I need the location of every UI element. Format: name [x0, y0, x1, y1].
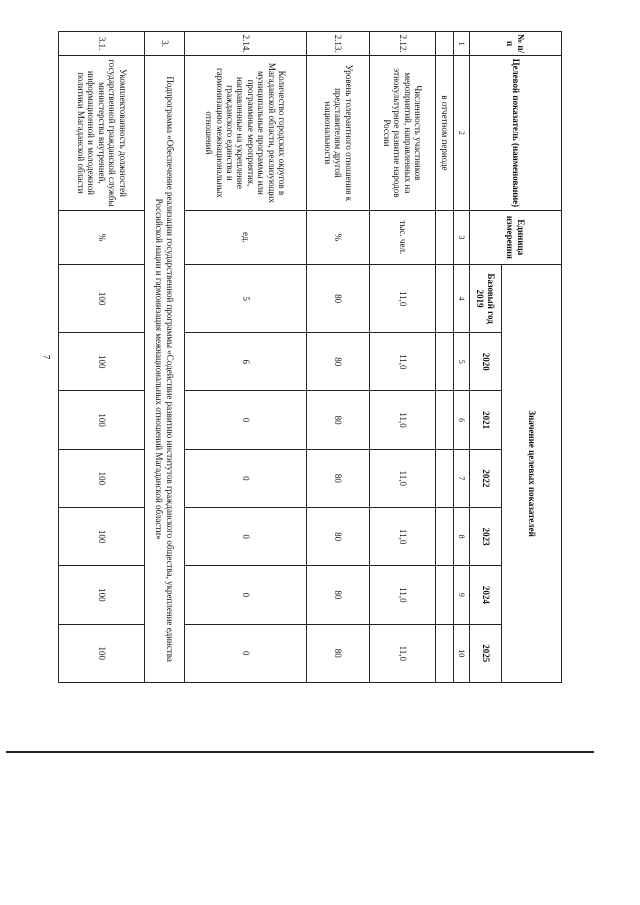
- header-year-2020: 2020: [470, 333, 502, 391]
- row-value: 100: [59, 566, 145, 624]
- row-unit: %: [59, 210, 145, 265]
- col-index-cell: 2: [454, 56, 470, 210]
- row-value: [436, 333, 454, 391]
- col-index-cell: 6: [454, 391, 470, 449]
- row-value: [436, 449, 454, 507]
- row-unit: ед.: [185, 210, 307, 265]
- horizontal-rule: [6, 751, 594, 753]
- header-year-2023: 2023: [470, 508, 502, 566]
- row-value: 0: [185, 508, 307, 566]
- header-num: № п/п: [470, 32, 562, 56]
- row-value: 100: [59, 265, 145, 333]
- row-value: 11,0: [370, 265, 436, 333]
- row-value: 5: [185, 265, 307, 333]
- row-indicator-name: Численность участников мероприятий, направленных на этнокультурное развитие народов России: [370, 56, 436, 210]
- col-index-cell: 7: [454, 449, 470, 507]
- row-unit: %: [307, 210, 370, 265]
- row-value: 0: [185, 391, 307, 449]
- col-index-cell: 4: [454, 265, 470, 333]
- row-value: 80: [307, 449, 370, 507]
- table-row: [185, 32, 307, 683]
- row-value: [436, 391, 454, 449]
- row-value: 11,0: [370, 566, 436, 624]
- col-index-cell: 1: [454, 32, 470, 56]
- row-unit: тыс. чел.: [370, 210, 436, 265]
- row-num: 2.12.: [370, 32, 436, 56]
- table-row: [307, 32, 370, 683]
- row-value: [436, 624, 454, 682]
- row-value: 0: [185, 624, 307, 682]
- col-index-cell: 10: [454, 624, 470, 682]
- target-indicators-table: [58, 31, 562, 683]
- table-row: [59, 32, 145, 683]
- row-value: [436, 265, 454, 333]
- row-unit: [436, 210, 454, 265]
- col-index-cell: 9: [454, 566, 470, 624]
- row-indicator-name: в отчетном периоде: [436, 56, 454, 210]
- row-num: 2.14.: [185, 32, 307, 56]
- rotated-table-container: [75, 31, 562, 683]
- header-year-2024: 2024: [470, 566, 502, 624]
- row-value: 6: [185, 333, 307, 391]
- table-row: [370, 32, 436, 683]
- row-value: 80: [307, 391, 370, 449]
- row-value: 80: [307, 566, 370, 624]
- section-num: 3.: [145, 32, 185, 56]
- header-year-2025: 2025: [470, 624, 502, 682]
- row-indicator-name: Количество городских округов в Магаданской области, реализующих муниципальные программы или программные мероприятия, направленные на укрепление гражданского единства и гармонизацию межнациональных отношений: [185, 56, 307, 210]
- col-index-cell: 3: [454, 210, 470, 265]
- row-num: [436, 32, 454, 56]
- header-year-2021: 2021: [470, 391, 502, 449]
- row-value: 80: [307, 265, 370, 333]
- row-value: [436, 508, 454, 566]
- row-value: 11,0: [370, 449, 436, 507]
- row-value: 100: [59, 333, 145, 391]
- row-value: [436, 566, 454, 624]
- row-value: 11,0: [370, 508, 436, 566]
- row-value: 80: [307, 333, 370, 391]
- col-index-cell: 8: [454, 508, 470, 566]
- row-value: 100: [59, 624, 145, 682]
- row-value: 80: [307, 508, 370, 566]
- column-index-row: [454, 32, 470, 683]
- table-row: [436, 32, 454, 683]
- header-values-group: Значение целевых показателей: [502, 265, 562, 683]
- row-value: 11,0: [370, 333, 436, 391]
- row-value: 80: [307, 624, 370, 682]
- page-number: 7: [41, 354, 52, 360]
- section-title: Подпрограмма «Обеспечение реализации государственной программы «Содействие развитию институтов гражданского общества, укрепление единства Российской нации и гармонизация межнациональных отношений Магаданской области»: [145, 56, 185, 683]
- row-value: 0: [185, 566, 307, 624]
- row-value: 0: [185, 449, 307, 507]
- header-unit: Единица измерения: [470, 210, 562, 265]
- header-base-year: Базовый год 2019: [470, 265, 502, 333]
- row-value: 100: [59, 449, 145, 507]
- header-row-1: [502, 32, 562, 683]
- row-value: 11,0: [370, 624, 436, 682]
- col-index-cell: 5: [454, 333, 470, 391]
- row-num: 2.13.: [307, 32, 370, 56]
- row-indicator-name: Укомплектованность должностей государственной гражданской службы министерства внутренней, информационной и молодежной политики Магаданской области: [59, 56, 145, 210]
- row-indicator-name: Уровень толерантного отношения к представителям другой национальности: [307, 56, 370, 210]
- row-value: 100: [59, 391, 145, 449]
- row-num: 3.1.: [59, 32, 145, 56]
- header-indicator: Целевой показатель (наименование): [470, 56, 562, 210]
- header-year-2022: 2022: [470, 449, 502, 507]
- section-row: [145, 32, 185, 683]
- row-value: 100: [59, 508, 145, 566]
- row-value: 11,0: [370, 391, 436, 449]
